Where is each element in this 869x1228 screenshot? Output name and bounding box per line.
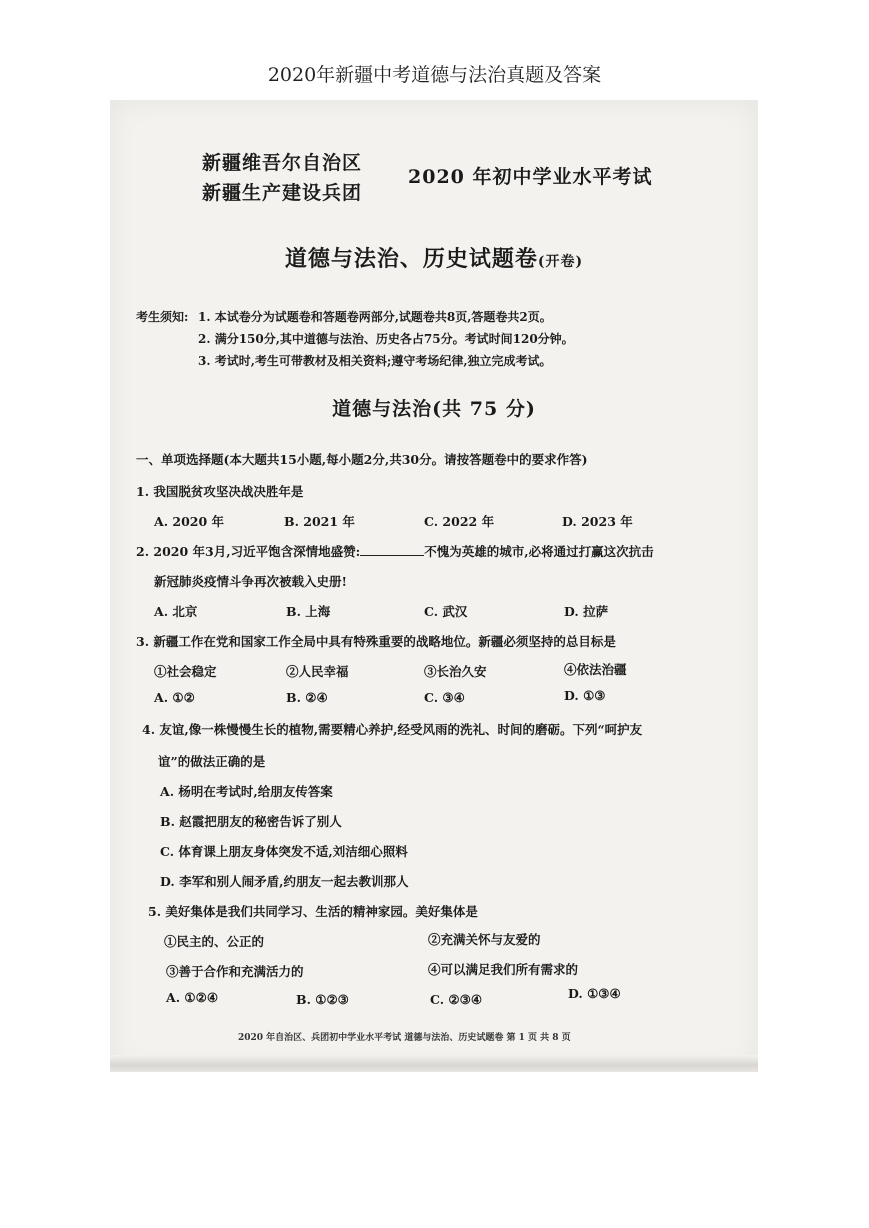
question-4-stem-line-2: 谊”的做法正确的是 (158, 754, 266, 769)
q5-option-a: A. ①②④ (166, 990, 219, 1005)
q5-item-3: ③善于合作和充满活力的 (166, 964, 304, 979)
q5-option-c: C. ②③④ (430, 992, 483, 1007)
exam-title: 2020 年初中学业水平考试 (408, 166, 653, 188)
q4-option-a: A. 杨明在考试时,给朋友传答案 (160, 784, 333, 799)
q2-stem-before: 2. 2020 年3月,习近平饱含深情地盛赞: (136, 544, 361, 559)
notice-item-1: 1. 本试卷分为试题卷和答题卷两部分,试题卷共8页,答题卷共2页。 (198, 310, 552, 324)
q1-option-b: B. 2021 年 (284, 514, 355, 529)
q2-option-a: A. 北京 (154, 604, 198, 619)
q2-option-d: D. 拉萨 (564, 604, 609, 619)
q4-option-c: C. 体育课上朋友身体突发不适,刘洁细心照料 (160, 844, 408, 859)
q4-option-d: D. 李军和别人闹矛盾,约朋友一起去教训那人 (160, 874, 409, 889)
q3-option-b: B. ②④ (286, 690, 328, 705)
question-5-stem: 5. 美好集体是我们共同学习、生活的精神家园。美好集体是 (148, 904, 478, 919)
question-3-stem: 3. 新疆工作在党和国家工作全局中具有特殊重要的战略地位。新疆必须坚持的总目标是 (136, 634, 616, 649)
paper-title-note: (开卷) (537, 254, 584, 270)
q3-option-c: C. ③④ (424, 690, 465, 705)
q3-item-4: ④依法治疆 (564, 662, 627, 677)
section-title: 道德与法治(共 75 分) (332, 398, 536, 420)
document-title: 2020年新疆中考道德与法治真题及答案 (267, 64, 602, 86)
question-2-stem (136, 542, 654, 560)
q2-stem-after: 不愧为英雄的城市,必将通过打赢这次抗击 (424, 544, 654, 559)
q2-option-b: B. 上海 (286, 604, 331, 619)
q1-option-c: C. 2022 年 (424, 514, 495, 529)
notice-item-3: 3. 考试时,考生可带教材及相关资料;遵守考场纪律,独立完成考试。 (198, 354, 552, 368)
q4-option-b: B. 赵霞把朋友的秘密告诉了别人 (160, 814, 342, 829)
q5-option-d: D. ①③④ (568, 986, 621, 1001)
question-4-stem: 4. 友谊,像一株慢慢生长的植物,需要精心养护,经受风雨的洗礼、时间的磨砺。下列“呵护友 (142, 722, 643, 737)
paper-title (110, 242, 758, 273)
q2-option-c: C. 武汉 (424, 604, 468, 619)
page-footer: 2020 年自治区、兵团初中学业水平考试 道德与法治、历史试题卷 第 1 页 共 8 页 (238, 1033, 571, 1043)
q5-item-4: ④可以满足我们所有需求的 (428, 962, 579, 977)
region-block (202, 148, 362, 208)
q5-option-b: B. ①②③ (296, 992, 349, 1007)
region-line-1: 新疆维吾尔自治区 (202, 152, 363, 174)
q5-item-1: ①民主的、公正的 (164, 934, 265, 949)
q1-option-d: D. 2023 年 (562, 514, 633, 529)
notice-label: 考生须知: (136, 310, 189, 324)
question-1-stem: 1. 我国脱贫攻坚决战决胜年是 (136, 484, 304, 499)
notice-item-2: 2. 满分150分,其中道德与法治、历史各占75分。考试时间120分钟。 (198, 332, 574, 346)
scanned-exam-page (110, 100, 758, 1072)
question-2-stem-line-2: 新冠肺炎疫情斗争再次被载入史册! (154, 574, 347, 589)
q3-item-1: ①社会稳定 (154, 664, 217, 679)
q5-item-2: ②充满关怀与友爱的 (428, 932, 541, 947)
q2-answer-blank (360, 543, 424, 556)
q3-option-a: A. ①② (154, 690, 195, 705)
candidate-notice (136, 306, 574, 372)
region-line-2: 新疆生产建设兵团 (202, 182, 363, 204)
scan-edge-shadow (110, 1055, 758, 1072)
q3-item-3: ③长治久安 (424, 664, 487, 679)
q3-option-d: D. ①③ (564, 688, 606, 703)
part-heading: 一、单项选择题(本大题共15小题,每小题2分,共30分。请按答题卷中的要求作答) (136, 452, 588, 467)
q1-option-a: A. 2020 年 (154, 514, 225, 529)
paper-title-text: 道德与法治、历史试题卷 (284, 246, 538, 272)
q3-item-2: ②人民幸福 (286, 664, 349, 679)
